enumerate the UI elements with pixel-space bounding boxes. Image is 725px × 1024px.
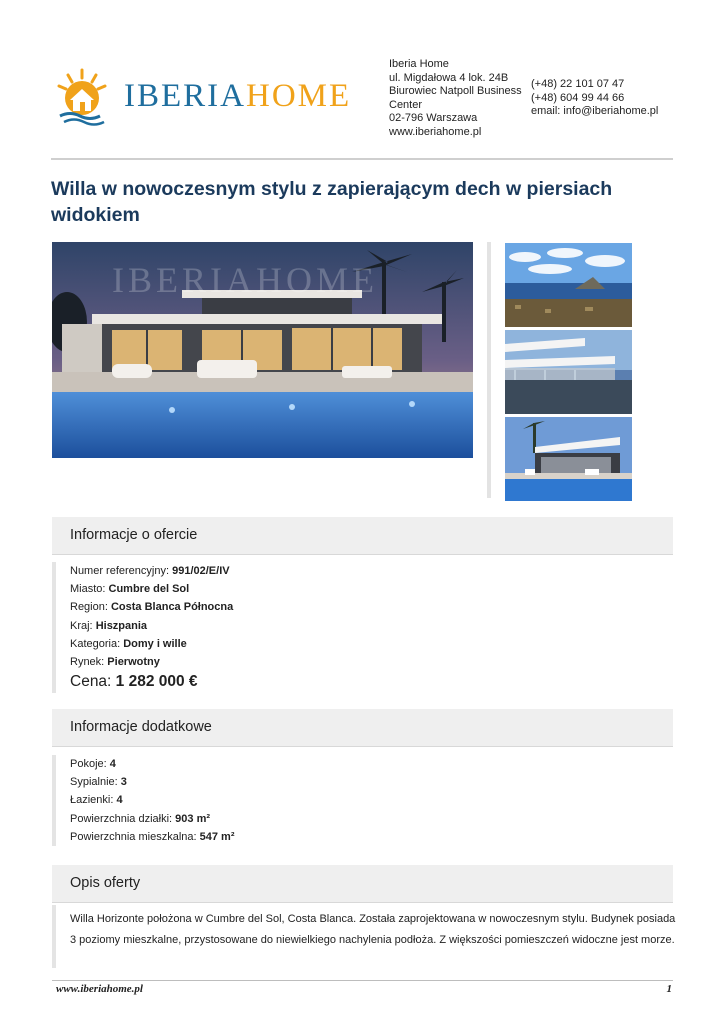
- description-line: 3 poziomy mieszkalne, przystosowane do niewielkiego nachylenia podłoża. Z większości pomieszczeń widoczne jest morze.: [70, 934, 675, 946]
- row-value: Cumbre del Sol: [108, 583, 190, 596]
- phone-line[interactable]: (+48) 22 101 07 47: [531, 78, 625, 90]
- extra-info-list: [52, 755, 234, 846]
- row-label: Pokoje:: [70, 758, 110, 770]
- extra-info-heading: [52, 709, 673, 747]
- region: [56, 598, 233, 616]
- row-value: Pierwotny: [107, 656, 160, 669]
- price: [56, 671, 233, 693]
- description-heading: [52, 865, 673, 903]
- row-label: Region:: [70, 601, 111, 614]
- thumbnail-scrollbar[interactable]: [487, 242, 491, 498]
- address-line: Biurowiec Natpoll Business: [389, 85, 522, 98]
- row-value: Costa Blanca Północna: [110, 601, 234, 614]
- email-line[interactable]: email: info@iberiahome.pl: [531, 105, 659, 118]
- country: [56, 617, 233, 635]
- bathrooms: [56, 791, 234, 809]
- terrace-photo-icon: [505, 330, 632, 414]
- page-header: [0, 0, 725, 160]
- logo-part-iberia: IBERIA: [124, 78, 246, 114]
- price-label: Cena:: [70, 673, 116, 691]
- villa-photo-icon: [52, 242, 473, 458]
- address-line: 02-796 Warszawa: [389, 112, 478, 125]
- row-label: Powierzchnia mieszkalna:: [70, 830, 200, 843]
- description-body: [52, 905, 677, 968]
- phone-line[interactable]: (+48) 604 99 44 66: [531, 91, 625, 104]
- footer-divider: [52, 980, 673, 981]
- header-divider: [51, 158, 673, 160]
- logo-wordmark: [124, 78, 351, 115]
- city: [56, 580, 233, 598]
- thumbnail-3[interactable]: [505, 417, 632, 501]
- sun-house-icon: [56, 66, 120, 126]
- reference-number: [56, 562, 233, 580]
- row-label: Powierzchnia działki:: [70, 812, 176, 825]
- company-contact: [531, 78, 658, 119]
- row-label: Miasto:: [70, 583, 109, 596]
- row-label: Rynek:: [70, 656, 108, 669]
- logo-part-home: HOME: [246, 78, 352, 114]
- offer-info-heading-text: Informacje o ofercie: [70, 527, 198, 543]
- company-address: [389, 58, 529, 140]
- thumbnail-2[interactable]: [505, 330, 632, 414]
- thumbnail-1[interactable]: [505, 243, 632, 327]
- row-value: Hiszpania: [95, 619, 148, 632]
- coast-view-photo-icon: [505, 243, 632, 327]
- row-value: 4: [109, 758, 116, 770]
- address-line: ul. Migdałowa 4 lok. 24B: [389, 71, 509, 84]
- rooms: [56, 755, 234, 773]
- category: [56, 635, 233, 653]
- main-photo[interactable]: [52, 242, 473, 458]
- row-value: 4: [116, 794, 123, 807]
- address-line: Iberia Home: [389, 58, 449, 70]
- footer-url[interactable]: www.iberiahome.pl: [56, 983, 143, 995]
- row-label: Kraj:: [70, 619, 96, 632]
- offer-info-list: [52, 562, 233, 693]
- listing-title: Willa w nowoczesnym stylu z zapierającym dech w piersiach widokiem: [51, 178, 613, 226]
- row-label: Sypialnie:: [70, 776, 121, 789]
- row-value: Domy i wille: [123, 637, 187, 650]
- row-value: 3: [120, 776, 127, 789]
- page-number: 1: [666, 983, 672, 995]
- row-label: Numer referencyjny:: [70, 565, 173, 577]
- villa-pool-photo-icon: [505, 417, 632, 501]
- website-link[interactable]: www.iberiahome.pl: [389, 125, 482, 138]
- address-line: Center: [389, 98, 423, 111]
- row-value: 547 m²: [199, 830, 235, 843]
- living-area: [56, 828, 234, 846]
- iberiahome-logo[interactable]: [56, 66, 356, 126]
- offer-info-heading: [52, 517, 673, 555]
- row-label: Łazienki:: [70, 794, 117, 807]
- price-value: 1 282 000 €: [115, 673, 198, 691]
- description-heading-text: Opis oferty: [70, 875, 141, 891]
- row-value: 991/02/E/IV: [172, 565, 230, 577]
- svg-text:IBERIAHOME: IBERIAHOME: [112, 260, 378, 300]
- row-label: Kategoria:: [70, 637, 124, 650]
- extra-info-heading-text: Informacje dodatkowe: [70, 719, 212, 735]
- plot-area: [56, 810, 234, 828]
- market: [56, 653, 233, 671]
- bedrooms: [56, 773, 234, 791]
- row-value: 903 m²: [175, 812, 211, 825]
- description-line: Willa Horizonte położona w Cumbre del Sol, Costa Blanca. Została zaprojektowana w nowoczesnym stylu. Budynek posiada: [70, 913, 676, 925]
